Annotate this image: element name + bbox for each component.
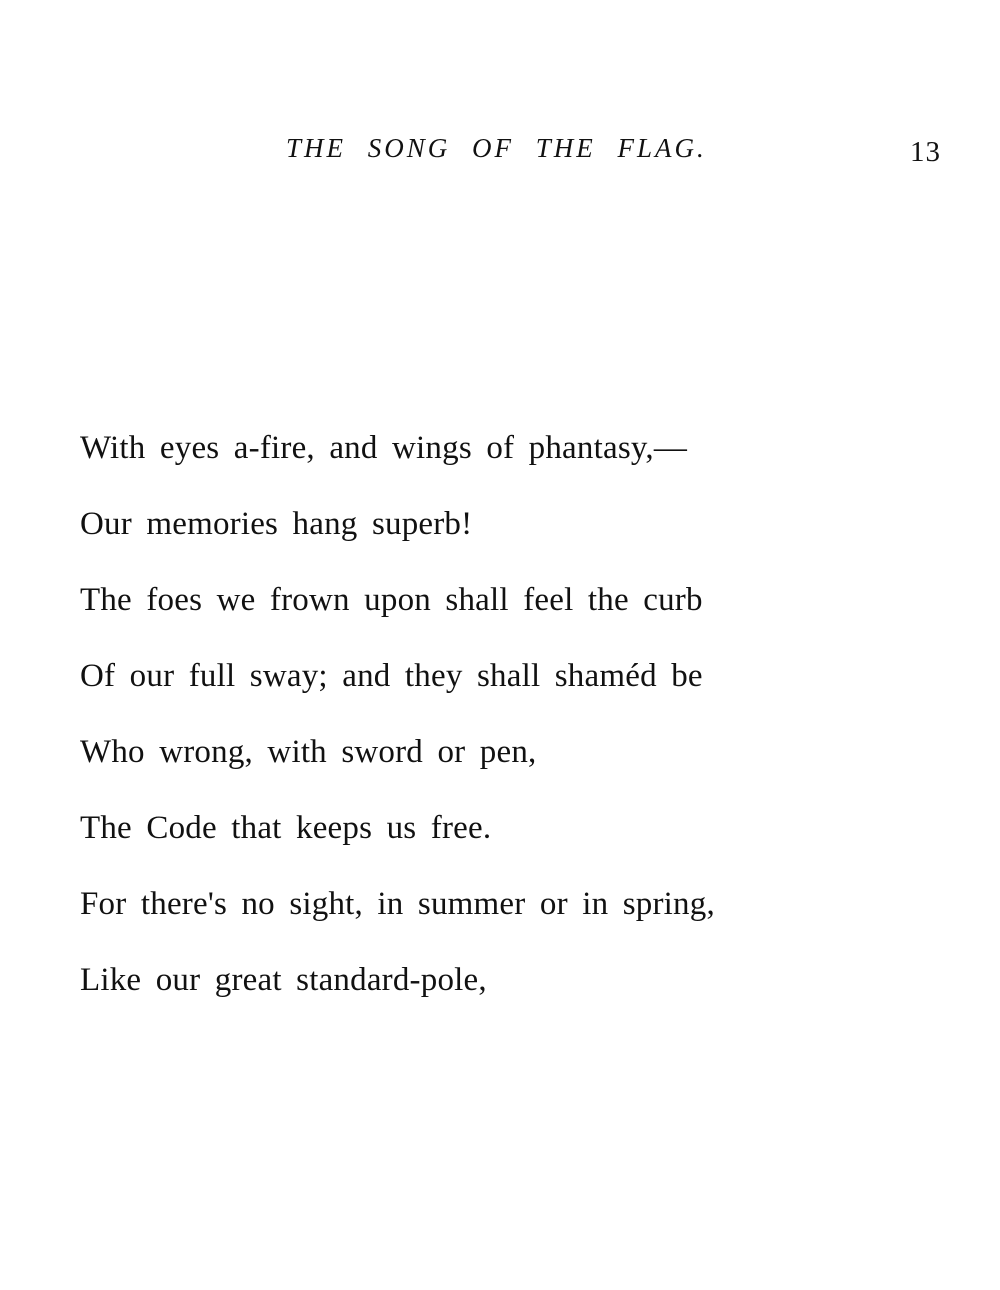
verse-line-2: Our memories hang superb! [80, 506, 473, 542]
poem-verse [80, 424, 940, 1032]
verse-line-3: The foes we frown upon shall feel the curb [80, 582, 703, 618]
page-number: 13 [910, 136, 941, 168]
running-head [0, 128, 1000, 168]
running-title: THE SONG OF THE FLAG. [286, 133, 707, 163]
verse-line-6: The Code that keeps us free. [80, 810, 492, 846]
verse-line-5: Who wrong, with sword or pen, [80, 734, 537, 770]
verse-line-4: Of our full sway; and they shall shaméd be [80, 658, 703, 694]
verse-line-7: For there's no sight, in summer or in spring, [80, 886, 715, 922]
verse-line-1: With eyes a-fire, and wings of phantasy,— [80, 430, 688, 466]
verse-line-8: Like our great standard-pole, [80, 962, 487, 998]
